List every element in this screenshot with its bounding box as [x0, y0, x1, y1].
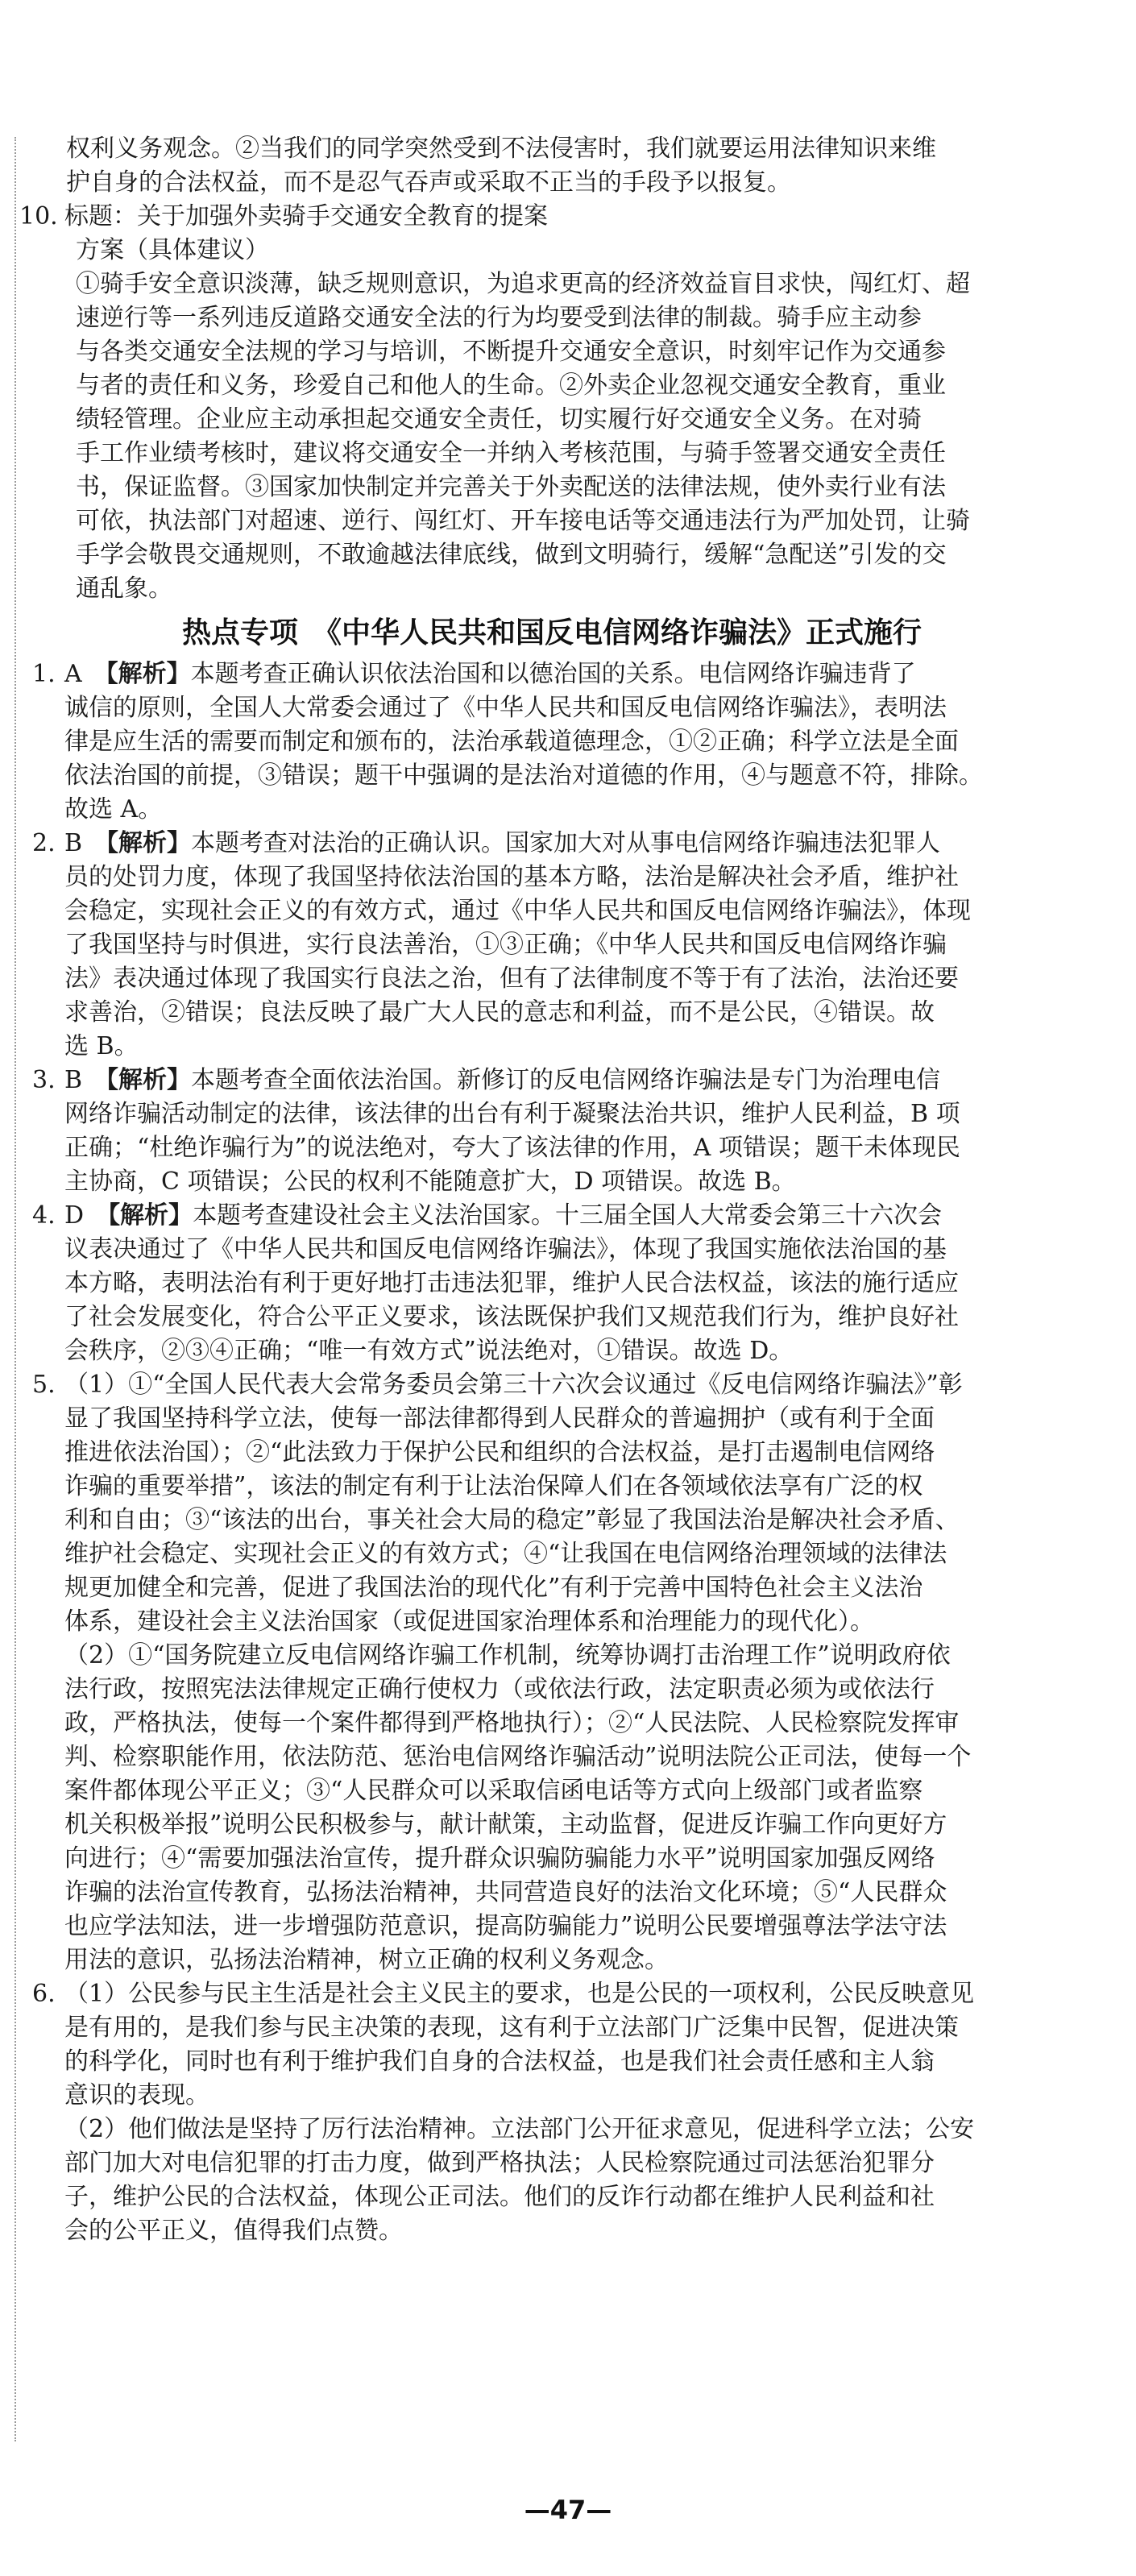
text-line: 正确；“杜绝诈骗行为”的说法绝对，夸大了该法律的作用，A 项错误；题干未体现民 — [64, 1134, 960, 1162]
sub-answer-2 — [64, 1639, 1072, 1977]
text-line: 诈骗的重要举措”，该法的制定有利于让法治保障人们在各领域依法享有广泛的权 — [64, 1472, 923, 1500]
answer-item-4 — [32, 1199, 1072, 1368]
text-line: 向进行；④“需要加强法治宣传，提升群众识骗防骗能力水平”说明国家加强反网络 — [64, 1844, 935, 1873]
sub-answer-2 — [64, 2113, 1072, 2248]
text-line: 护自身的合法权益，而不是忍气吞声或采取不正当的手段予以报复。 — [66, 168, 791, 197]
text-line: 判、检察职能作用，依法防范、惩治电信网络诈骗活动”说明法院公正司法，使每一个 — [64, 1743, 972, 1771]
text-line: 法行政，按照宪法法律规定正确行使权力（或依法行政，法定职责必须为或依法行 — [64, 1675, 935, 1703]
text-line: 的科学化，同时也有利于维护我们自身的合法权益，也是我们社会责任感和主人翁 — [64, 2047, 935, 2076]
text-line: 是有用的，是我们参与民主决策的表现，这有利于立法部门广泛集中民智，促进决策 — [64, 2014, 959, 2042]
item-number: 6. — [32, 1980, 56, 2008]
sub-answer-1 — [64, 1368, 1072, 1639]
text-line: 律是应生活的需要而制定和颁布的，法治承载道德理念，①②正确；科学立法是全面 — [64, 728, 959, 756]
text-line: 维护社会稳定、实现社会正义的有效方式；④“让我国在电信网络治理领域的法律法 — [64, 1540, 947, 1568]
text-line: 手学会敬畏交通规则，不敢逾越法律底线，做到文明骑行，缓解“急配送”引发的交 — [76, 541, 947, 569]
text-span: 本题考查正确认识依法治国和以德治国的关系。电信网络诈骗违背了 — [190, 660, 916, 688]
text-line: 书，保证监督。③国家加快制定并完善关于外卖配送的法律法规，使外卖行业有法 — [76, 473, 946, 501]
text-line — [64, 827, 1072, 861]
text-line: 显了我国坚持科学立法，使每一部法律都得到人民群众的普遍拥护（或有利于全面 — [64, 1404, 935, 1433]
answer-content — [19, 132, 1072, 2248]
text-line: 利和自由；③“该法的出台，事关社会大局的稳定”彰显了我国法治是解决社会矛盾、 — [64, 1506, 960, 1534]
text-line: 故选 A。 — [64, 795, 163, 823]
continuation-block — [32, 132, 1072, 200]
text-span: 本题考查对法治的正确认识。国家加大对从事电信网络诈骗违法犯罪人 — [191, 829, 941, 857]
page-number: —47— — [524, 2495, 612, 2525]
text-line: 体系，建设社会主义法治国家（或促进国家治理体系和治理能力的现代化）。 — [64, 1607, 874, 1636]
analysis-tag: 【解析】 — [96, 1201, 193, 1230]
text-line: 规更加健全和完善，促进了我国法治的现代化”有利于完善中国特色社会主义法治 — [64, 1574, 923, 1602]
text-line: 求善治，②错误；良法反映了最广大人民的意志和利益，而不是公民，④错误。故 — [64, 998, 935, 1027]
answer-letter: B — [64, 829, 83, 857]
text-line: 议表决通过了《中华人民共和国反电信网络诈骗法》，体现了我国实施依法治国的基 — [64, 1235, 947, 1263]
text-line: 部门加大对电信犯罪的打击力度，做到严格执法；人民检察院通过司法惩治犯罪分 — [64, 2149, 935, 2177]
analysis-tag: 【解析】 — [93, 660, 191, 688]
text-line: 绩轻管理。企业应主动承担起交通安全责任，切实履行好交通安全义务。在对骑 — [76, 405, 922, 433]
text-line: 了社会发展变化，符合公平正义要求，该法既保护我们又规范我们行为，维护良好社 — [64, 1303, 959, 1331]
text-line: 会秩序，②③④正确；“唯一有效方式”说法绝对，①错误。故选 D。 — [64, 1337, 794, 1365]
text-line: 权利义务观念。②当我们的同学突然受到不法侵害时，我们就要运用法律知识来维 — [66, 135, 936, 163]
text-line: 可依，执法部门对超速、逆行、闯红灯、开车接电话等交通违法行为严加处罚，让骑 — [76, 507, 970, 535]
answer-letter: B — [64, 1066, 83, 1094]
text-line: 子，维护公民的合法权益，体现公正司法。他们的反诈行动都在维护人民利益和社 — [64, 2183, 935, 2211]
text-line: 政，严格执法，使每一个案件都得到严格地执行）；②“人民法院、人民检察院发挥审 — [64, 1709, 960, 1737]
text-span: 本题考查建设社会主义法治国家。十三届全国人大常委会第三十六次会 — [193, 1201, 943, 1230]
text-line: （1）公民参与民主生活是社会主义民主的要求，也是公民的一项权利，公民反映意见 — [64, 1980, 975, 2008]
text-line: 手工作业绩考核时，建议将交通安全一并纳入考核范围，与骑手签署交通安全责任 — [76, 439, 946, 467]
answer-item-5 — [32, 1368, 1072, 1977]
text-line: 与各类交通安全法规的学习与培训，不断提升交通安全意识，时刻牢记作为交通参 — [76, 338, 946, 366]
item-number: 1. — [32, 660, 56, 688]
item-number: 4. — [32, 1201, 56, 1230]
text-span: 本题考查全面依法治国。新修订的反电信网络诈骗法是专门为治理电信 — [191, 1066, 941, 1094]
text-line: 推进依法治国）；②“此法致力于保护公民和组织的合法权益，是打击遏制电信网络 — [64, 1438, 935, 1466]
text-line — [64, 1064, 1072, 1097]
text-line: 依法治国的前提，③错误；题干中强调的是法治对道德的作用，④与题意不符，排除。 — [64, 761, 983, 790]
text-line — [64, 1199, 1072, 1233]
text-line: 选 B。 — [64, 1032, 139, 1060]
text-line: 速逆行等一系列违反道路交通安全法的行为均要受到法律的制裁。骑手应主动参 — [76, 304, 922, 332]
text-line: 网络诈骗活动制定的法律，该法律的出台有利于凝聚法治共识，维护人民利益，B 项 — [64, 1100, 960, 1128]
text-line: （2）①“国务院建立反电信网络诈骗工作机制，统筹协调打击治理工作”说明政府依 — [64, 1641, 951, 1670]
analysis-tag: 【解析】 — [94, 1066, 192, 1094]
answer-letter: D — [64, 1201, 85, 1230]
item-number: 3. — [32, 1066, 56, 1094]
answer-item-1 — [32, 657, 1072, 827]
text-line — [64, 657, 1072, 691]
plan-label: 方案（具体建议） — [76, 236, 269, 264]
margin-dotted-rule — [15, 137, 16, 2441]
text-line: 了我国坚持与时俱进，实行良法善治，①③正确；《中华人民共和国反电信网络诈骗 — [64, 931, 947, 959]
text-line: 也应学法知法，进一步增强防范意识，提高防骗能力”说明公民要增强尊法学法守法 — [64, 1912, 947, 1940]
text-line: （1）①“全国人民代表大会常务委员会第三十六次会议通过《反电信网络诈骗法》”彰 — [64, 1371, 963, 1399]
text-line: 用法的意识，弘扬法治精神，树立正确的权利义务观念。 — [64, 1946, 669, 1974]
answer-item-2 — [32, 827, 1072, 1064]
answer-item-3 — [32, 1064, 1072, 1199]
answer-item-10 — [19, 200, 1072, 606]
text-line: 与者的责任和义务，珍爱自己和他人的生命。②外卖企业忽视交通安全教育，重业 — [76, 371, 946, 400]
text-line: （2）他们做法是坚持了厉行法治精神。立法部门公开征求意见，促进科学立法；公安 — [64, 2115, 975, 2143]
text-line: 法》表决通过体现了我国实行良法之治，但有了法律制度不等于有了法治，法治还要 — [64, 964, 959, 993]
text-line: 会稳定，实现社会正义的有效方式，通过《中华人民共和国反电信网络诈骗法》，体现 — [64, 897, 971, 925]
item-number: 10. — [19, 202, 58, 230]
answer-letter: A — [64, 660, 82, 688]
answer-item-6 — [32, 1977, 1072, 2248]
text-line: ①骑手安全意识淡薄，缺乏规则意识，为追求更高的经济效益盲目求快，闯红灯、超 — [76, 270, 970, 298]
plan-body — [64, 268, 1072, 606]
item-number: 5. — [32, 1371, 56, 1399]
analysis-tag: 【解析】 — [94, 829, 192, 857]
item-number: 2. — [32, 829, 56, 857]
text-line: 机关积极举报”说明公民积极参与，献计献策，主动监督，促进反诈骗工作向更好方 — [64, 1811, 947, 1839]
text-line: 意识的表现。 — [64, 2081, 209, 2109]
text-line: 案件都体现公平正义；③“人民群众可以采取信函电话等方式向上级部门或者监察 — [64, 1777, 923, 1805]
text-line: 主协商，C 项错误；公民的权利不能随意扩大，D 项错误。故选 B。 — [64, 1168, 796, 1196]
text-line: 员的处罚力度，体现了我国坚持依法治国的基本方略，法治是解决社会矛盾，维护社 — [64, 863, 959, 891]
sub-answer-1 — [64, 1977, 1072, 2113]
text-line: 会的公平正义，值得我们点赞。 — [64, 2217, 403, 2245]
text-line: 诈骗的法治宣传教育，弘扬法治精神，共同营造良好的法治文化环境；⑤“人民群众 — [64, 1878, 947, 1906]
proposal-title: 标题：关于加强外卖骑手交通安全教育的提案 — [64, 202, 548, 230]
text-line: 本方略，表明法治有利于更好地打击违法犯罪，维护人民合法权益，该法的施行适应 — [64, 1269, 959, 1297]
text-line: 通乱象。 — [76, 575, 172, 603]
section-title: 热点专项 《中华人民共和国反电信网络诈骗法》正式施行 — [181, 616, 922, 649]
text-line: 诚信的原则，全国人大常委会通过了《中华人民共和国反电信网络诈骗法》，表明法 — [64, 694, 947, 722]
